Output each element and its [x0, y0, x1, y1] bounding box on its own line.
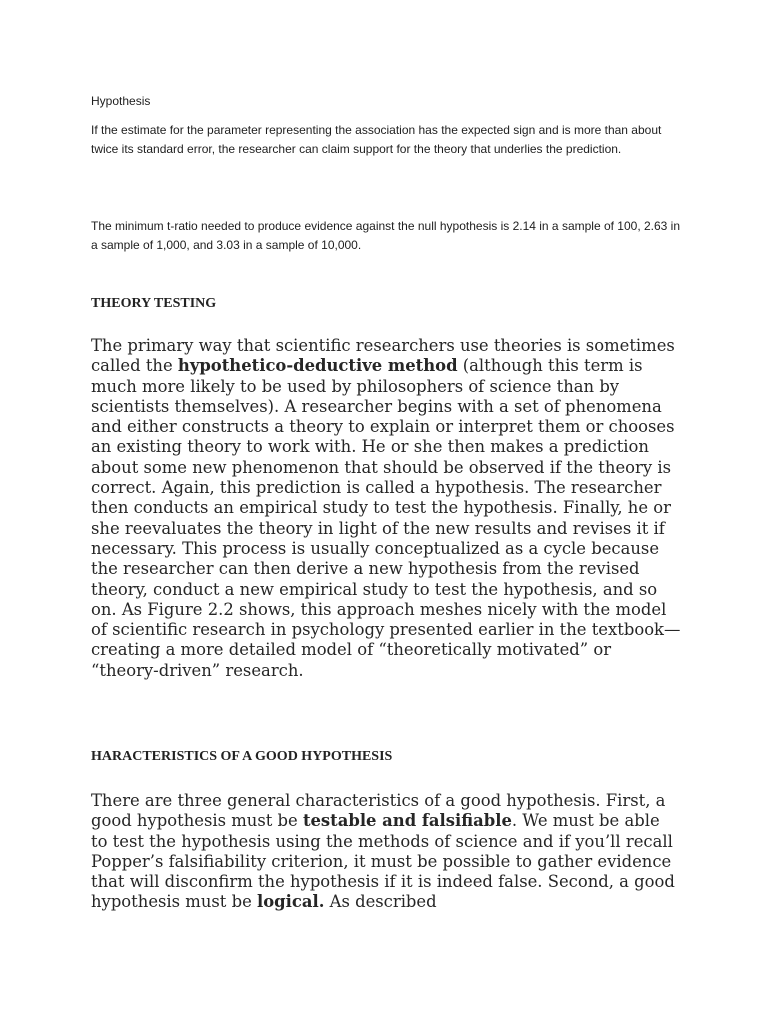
characteristics-heading: HARACTERISTICS OF A GOOD HYPOTHESIS [91, 749, 393, 764]
theory-text-1: The primary way that scientific researchers use theories is sometimes called the [91, 336, 675, 376]
hypothesis-paragraph-1: If the estimate for the parameter representing the association has the expected sign and is more than about twice its standard error, the researcher can claim support for the theory that underlies the prediction. [91, 123, 662, 156]
theory-testing-heading: THEORY TESTING [91, 296, 217, 311]
characteristics-text-2: . We must be able to test the hypothesis using the methods of science and if you’ll recall Popper’s falsifiability criterion, it must be possible to gather evidence that will disconfirm the hypothesis if it is indeed false. Second, a good hypothesis must be [91, 811, 675, 912]
theory-text-2: (although this term is much more likely to be used by philosophers of science than by scientists themselves). A researcher begins with a set of phenomena and either constructs a theory to explain or interpret them or chooses an existing theory to work with. He or she then makes a prediction about some new phenomenon that should be observed if the theory is correct. Again, this prediction is called a hypothesis. The researcher then conducts an empirical study to test the hypothesis. Finally, he or she reevaluates the theory in light of the new results and revises it if necessary. This process is usually conceptualized as a cycle because the researcher can then derive a new hypothesis from the revised theory, conduct a new empirical study to test the hypothesis, and so on. As Figure 2.2 shows, this approach meshes nicely with the model of scientific research in psychology presented earlier in the textbook—creating a more detailed model of “theoretically motivated” or “theory-driven” research. [91, 356, 681, 680]
hypothesis-label: Hypothesis [91, 94, 151, 108]
testable-falsifiable-term: testable and falsifiable [302, 811, 512, 831]
characteristics-text-3: As described [324, 892, 437, 912]
theory-testing-paragraph [91, 336, 681, 681]
hypothetico-deductive-term: hypothetico-deductive method [177, 356, 458, 376]
characteristics-paragraph [91, 791, 681, 913]
logical-term: logical. [257, 892, 325, 912]
hypothesis-paragraph-2: The minimum t-ratio needed to produce evidence against the null hypothesis is 2.14 in a sample of 100, 2.63 in a sample of 1,000, and 3.03 in a sample of 10,000. [91, 219, 681, 252]
characteristics-text-1: There are three general characteristics of a good hypothesis. First, a good hypothesis must be [91, 791, 666, 831]
